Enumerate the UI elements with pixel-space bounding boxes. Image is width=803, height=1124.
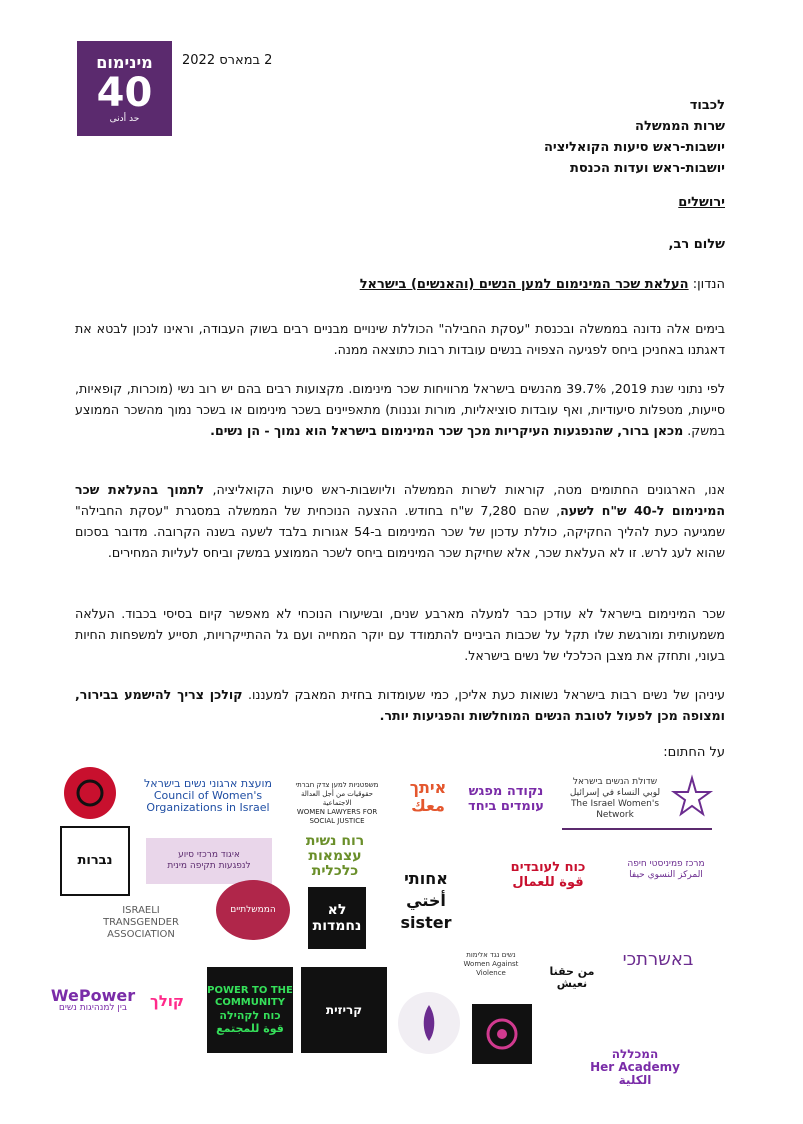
her-academy-logo: המכללה Her Academy الكلية [590, 1046, 680, 1087]
feather-icon [419, 1003, 439, 1043]
itga-logo: ISRAELI TRANSGENDER ASSOCIATION [103, 905, 179, 940]
bashrat-logo: באשרתכי [622, 949, 694, 970]
standing-together-logo: נקודה מפגש עומדים ביחד [468, 784, 544, 814]
shdolot-logo: הממשלתיים [216, 880, 290, 940]
signatures-label: על החתום: [663, 745, 725, 760]
emblem-icon [75, 778, 105, 808]
cwo-logo: מועצת ארגוני נשים בישראל Council of Women's Organizations in Israel [144, 777, 272, 814]
paragraph-1: בימים אלה נדונה בממשלה ובכנסת "עסקת החבילה" הכוללת שינויים מבניים רבים בשוק העבודה, וראינו לנכון לבטא את דאגתנו באחניכן ביחס לפגיעה הצפויה בנשים עובדות רבות כתוצאה ממנה. [75, 321, 725, 357]
iwn-logo: שדולת הנשים בישראל لوبي النساء في إسرائيل The Israel Women's Network [562, 770, 712, 830]
venus-star-icon [672, 776, 712, 822]
wlsj-logo: משפטניות למען צדק חברתי حقوقيات من أجل العدالة الاجتماعية WOMEN LAWYERS FOR SOCIAL JUSTICE [295, 780, 379, 825]
koach-laovdim-logo: כוח לעובדים قوة للعمال [510, 860, 586, 890]
achoti-logo: אחותי أختي sister [400, 869, 452, 932]
address-block: לכבוד שרות הממשלה יושבות-ראש סיעות הקואליציה יושבות-ראש ועדות הכנסת [543, 98, 725, 176]
city: ירושלים [678, 195, 725, 210]
paragraph-4: שכר המינימום בישראל לא עודכן כבר למעלה מארבע שנים, ובשיעורו הנוכחי לא מאפשר קיום בסיסי בכבוד. העלאה משמעותית ומורגשת שלו תקל על שכבות הביניים להתמודד עם יוקר המחייה ועם גל ההתייקרויות, תסייע למשפחות החיות בעוני, ותחזק את מצבן הכלכלי של נשים בישראל. [75, 606, 725, 663]
itach-logo: איתך معك [409, 778, 447, 815]
paragraph-3: אנו, הארגונים החתומים מטה, קוראות לשרות הממשלה וליושבות-ראש סיעות הקואליציה, לתמוך בהעלאת שכר המינימום ל-40 ש"ח לשעה, שהם 7,280 ש"ח בחודש. ההצעה הנוכחית של הממשלה במסגרת "עסקת החבילה" שמגיעה כעת להליך החקיקה, כוללת עדכון של שכר המינימום ב-54 אגורות בלבד לשעה בשנה הקרובה. מדובר בסכום שהוא לעג לרש. זו לא העלאת שכר, אלא שחיקת שכר המינימום ביחס לשכר הממוצע במשק וביחס לעליות המחירים. [75, 482, 725, 560]
lo-nechmadot-logo: לא נחמדות [308, 887, 366, 949]
wepower-logo: WePower בין למנהיגות נשים [50, 986, 136, 1013]
ruach-nashit-logo: רוח נשית עצמאות כלכלית [305, 832, 365, 879]
letter-date: 2 במארס 2022 [182, 53, 273, 68]
subject-line: הנדון: העלאת שכר המינימום למען הנשים (והאנשים) בישראל [359, 277, 725, 292]
haifa-feminist-center-logo: מרכז פמיניסטי חיפה المركز النسوي حيفا [627, 859, 705, 880]
greeting: שלום רב, [668, 237, 725, 252]
women-against-violence-logo: נשים נגד אלימות Women Against Violence [463, 951, 519, 977]
minimum-40-logo: מינימום 40 حد أدنى [77, 41, 172, 136]
feather-org-logo [398, 992, 460, 1054]
nivarot-logo: נברות [60, 826, 130, 896]
emblem-logo [64, 767, 116, 819]
paragraph-2: לפי נתוני שנת 2019, 39.7% מהנשים בישראל מרוויחות שכר מינימום. מקצועות רבים בהם יש רוב נשי (מוכרות, קופאיות, סייעות, מטפלות סיעודיות, ואף עובדות סוציאליות, מורות וגננות) מתאפיינים בשכר מינימום או בשכר נמוך מהשכר הממוצע במשק. מכאן ברור, שהנפגעות העיקריות מכך שכר המינימום בישראל הוא נמוך - הן נשים. [75, 381, 726, 438]
ornament-org-logo [472, 1004, 532, 1064]
paragraph-5: עיניהן של נשים רבות בישראל נשואות כעת אליכן, כמי שעומדות בחזית המאבק למעננו. קולכן צריך להישמע בבירור, ומצופה מכן לפעול לטובת הנשים המוחלשות והפגיעות יותר. [75, 687, 725, 723]
rape-crisis-logo: איגוד מרכזי סיוע לנפגעות תקיפה מינית [146, 838, 272, 884]
ornament-icon [482, 1014, 522, 1054]
kolech-logo: קולך [150, 992, 184, 1010]
power-to-community-logo: POWER TO THE COMMUNITY כוח לקהילה قوة للمجتمع [207, 967, 293, 1053]
min-haqna-logo: من حقنا نعيش [549, 965, 595, 990]
karizit-logo: קריזית [301, 967, 387, 1053]
